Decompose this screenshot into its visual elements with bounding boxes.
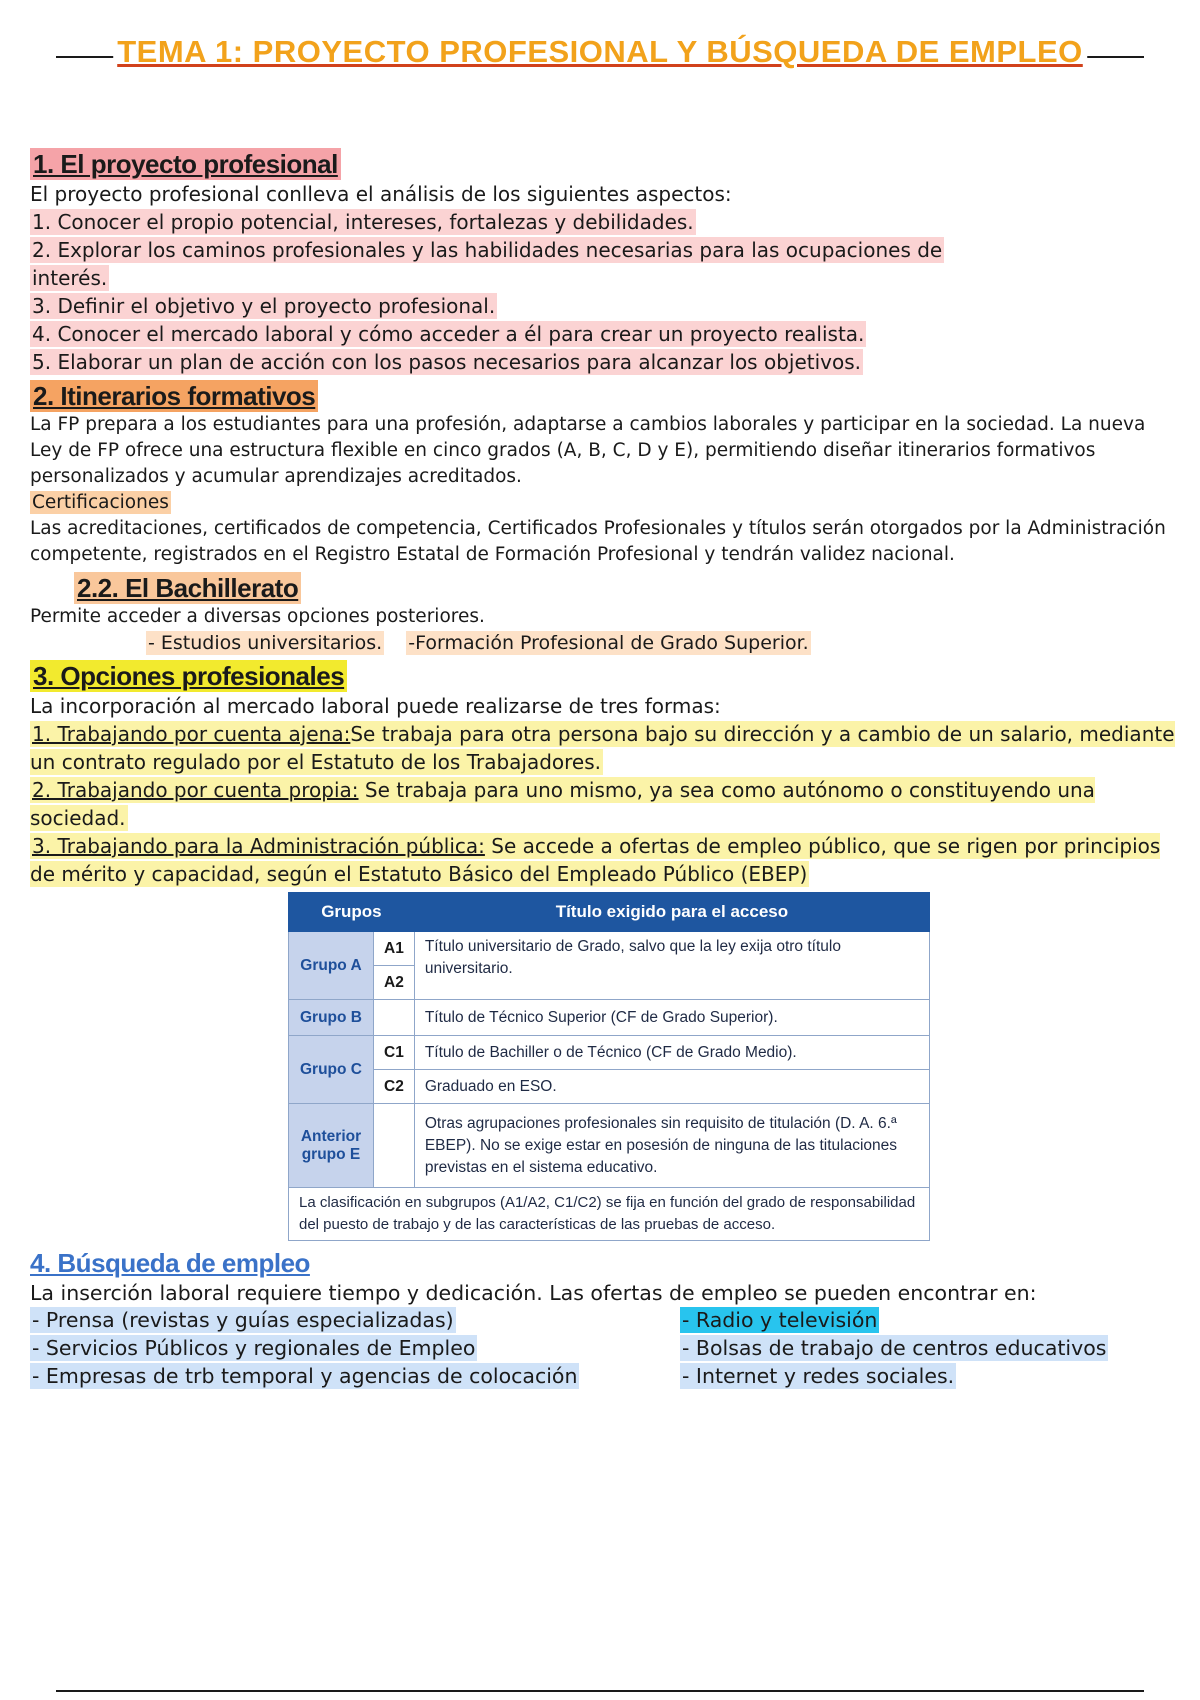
subgroup-cell: C1: [374, 1036, 415, 1070]
certificaciones-label: Certificaciones: [32, 492, 169, 513]
section3-intro: La incorporación al mercado laboral puede realizarse de tres formas:: [30, 694, 721, 718]
requirement-cell: Título de Bachiller o de Técnico (CF de Grado Medio).: [414, 1036, 929, 1070]
option-text: Se accede a ofertas de empleo público, que se rigen por principios de mérito y capacidad, según el Estatuto Básico del Empleado Público (EBEP): [30, 834, 1161, 886]
bachillerato-option: -Formación Profesional de Grado Superior.: [408, 632, 809, 654]
job-source-item: - Radio y televisión: [682, 1308, 878, 1332]
title-bar: [56, 34, 1144, 78]
section2-paragraph: La FP prepara a los estudiantes para una profesión, adaptarse a cambios laborales y participar en la sociedad. La nueva Ley de FP ofrece una estructura flexible en cinco grados (A, B, C, D y E), permitiendo diseñar itinerarios formativos personalizados y acumular aprendizajes acreditados.: [30, 414, 1146, 487]
job-source-item: - Bolsas de trabajo de centros educativos: [682, 1336, 1107, 1360]
section-busqueda: [30, 1247, 1175, 1390]
section-proyecto: [30, 148, 1175, 376]
section1-item: 1. Conocer el propio potencial, intereses, fortalezas y debilidades.: [32, 210, 694, 234]
option-label: 1. Trabajando por cuenta ajena:: [32, 722, 351, 746]
group-cell: Anterior grupo E: [289, 1104, 374, 1188]
group-cell: Grupo A: [289, 932, 374, 1000]
bachillerato-text: Permite acceder a diversas opciones posteriores.: [30, 606, 485, 627]
section1-heading: 1. El proyecto profesional: [30, 148, 341, 180]
option-text: Se trabaja para uno mismo, ya sea como autónomo o constituyendo una sociedad.: [30, 778, 1095, 830]
section1-item: interés.: [32, 266, 108, 290]
requirement-cell: Graduado en ESO.: [414, 1070, 929, 1104]
requirement-cell: Título de Técnico Superior (CF de Grado Superior).: [414, 1000, 929, 1036]
bachillerato-option: - Estudios universitarios.: [148, 632, 383, 654]
section4-heading: 4. Búsqueda de empleo: [30, 1248, 310, 1278]
table-header: Título exigido para el acceso: [414, 893, 929, 932]
bachillerato-options: [146, 630, 1175, 656]
section-opciones: [30, 660, 1175, 888]
section2-heading: 2. Itinerarios formativos: [30, 380, 318, 412]
grupos-table-wrap: [288, 892, 930, 1241]
option-label: 3. Trabajando para la Administración pública:: [32, 834, 485, 858]
section1-item: 2. Explorar los caminos profesionales y las habilidades necesarias para las ocupaciones de: [32, 238, 943, 262]
certificaciones-text: Las acreditaciones, certificados de competencia, Certificados Profesionales y títulos serán otorgados por la Administración competente, registrados en el Registro Estatal de Formación Profesional y tendrán validez nacional.: [30, 518, 1166, 565]
section1-intro: El proyecto profesional conlleva el análisis de los siguientes aspectos:: [30, 182, 732, 206]
job-source-item: - Internet y redes sociales.: [682, 1364, 955, 1388]
table-header: Grupos: [289, 893, 415, 932]
grupos-table: [288, 892, 930, 1241]
section3-heading: 3. Opciones profesionales: [30, 660, 347, 692]
option-label: 2. Trabajando por cuenta propia:: [32, 778, 359, 802]
bachillerato-heading: 2.2. El Bachillerato: [74, 572, 301, 604]
subgroup-cell: A1: [374, 932, 415, 966]
job-sources-list: [30, 1307, 1175, 1390]
section-itinerarios: [30, 380, 1175, 656]
section1-item: 4. Conocer el mercado laboral y cómo acceder a él para crear un proyecto realista.: [32, 322, 865, 346]
page-title: TEMA 1: PROYECTO PROFESIONAL Y BÚSQUEDA DE EMPLEO: [113, 34, 1087, 70]
option-text: Se trabaja para otra persona bajo su dirección y a cambio de un salario, mediante un contrato regulado por el Estatuto de los Trabajadores.: [30, 722, 1175, 774]
table-note: La clasificación en subgrupos (A1/A2, C1/C2) se fija en función del grado de responsabilidad del puesto de trabajo y de las características de las pruebas de acceso.: [289, 1188, 930, 1241]
subgroup-cell: C2: [374, 1070, 415, 1104]
section1-item: 5. Elaborar un plan de acción con los pasos necesarios para alcanzar los objetivos.: [32, 350, 862, 374]
footer-rule: [56, 1690, 1144, 1692]
job-source-item: - Empresas de trb temporal y agencias de colocación: [32, 1364, 578, 1388]
group-cell: Grupo C: [289, 1036, 374, 1104]
subgroup-cell: A2: [374, 966, 415, 1000]
requirement-cell: Título universitario de Grado, salvo que la ley exija otro título universitario.: [414, 932, 929, 1000]
group-cell: Grupo B: [289, 1000, 374, 1036]
job-source-item: - Servicios Públicos y regionales de Empleo: [32, 1336, 476, 1360]
requirement-cell: Otras agrupaciones profesionales sin requisito de titulación (D. A. 6.ª EBEP). No se exige estar en posesión de ninguna de las titulaciones previstas en el sistema educativo.: [414, 1104, 929, 1188]
section4-intro: La inserción laboral requiere tiempo y dedicación. Las ofertas de empleo se pueden encontrar en:: [30, 1281, 1037, 1305]
section1-item: 3. Definir el objetivo y el proyecto profesional.: [32, 294, 496, 318]
job-source-item: - Prensa (revistas y guías especializadas): [32, 1308, 454, 1332]
document-body: [30, 148, 1175, 1390]
